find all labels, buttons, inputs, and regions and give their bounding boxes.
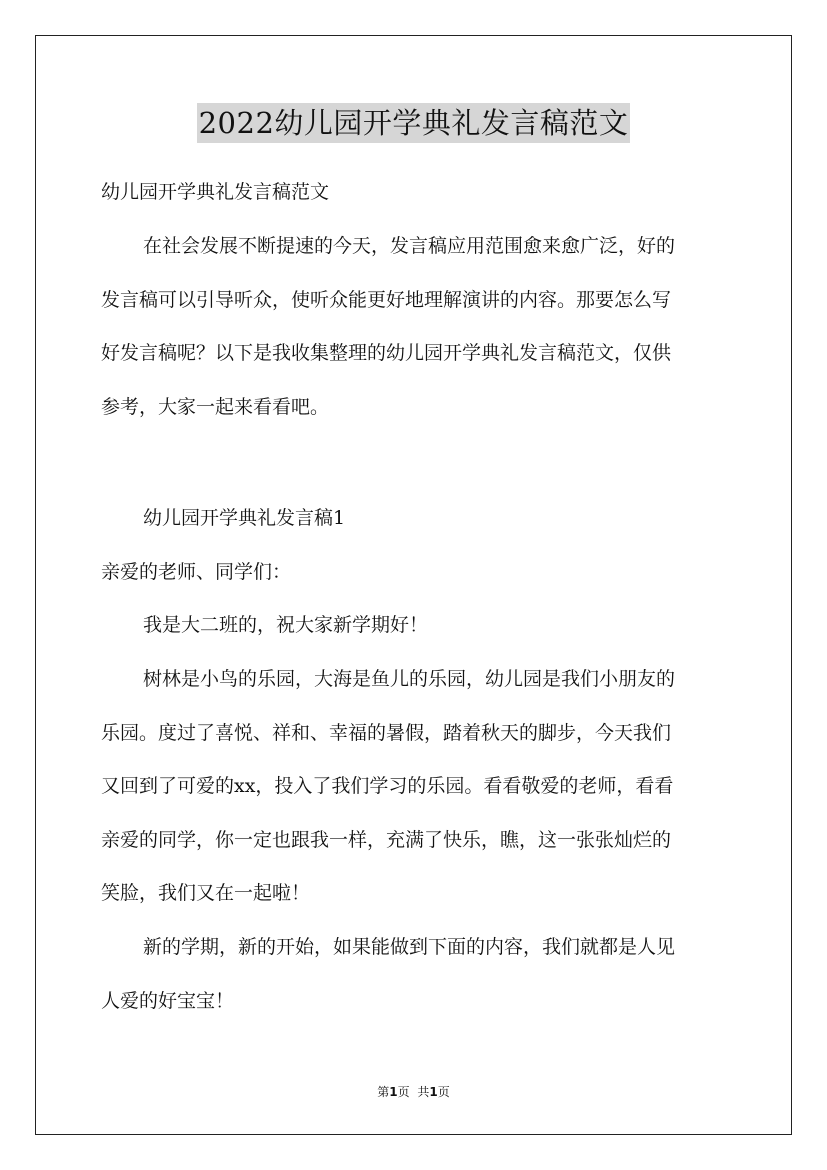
paragraph-line: 参考，大家一起来看看吧。 — [101, 395, 330, 418]
paragraph-line: 人爱的好宝宝！ — [101, 989, 235, 1012]
section-heading: 幼儿园开学典礼发言稿1 — [143, 507, 346, 529]
section-block — [101, 492, 729, 653]
salutation: 亲爱的老师、同学们： — [101, 560, 292, 583]
paragraph-line: 发言稿可以引导听众，使听众能更好地理解演讲的内容。那要怎么写 — [101, 288, 672, 311]
page-label: 页 — [397, 1085, 410, 1099]
paragraph-line: 好发言稿呢？以下是我收集整理的幼儿园开学典礼发言稿范文，仅供 — [101, 342, 672, 364]
body-paragraph-3 — [101, 921, 729, 1028]
paragraph-line: 乐园。度过了喜悦、祥和、幸福的暑假，踏着秋天的脚步，今天我们 — [101, 721, 672, 744]
title-container — [0, 103, 827, 143]
page-number: 1 — [389, 1085, 398, 1099]
paragraph-line: 在社会发展不断提速的今天，发言稿应用范围愈来愈广泛，好的 — [143, 235, 676, 257]
total-label: 共 — [417, 1085, 430, 1099]
paragraph-line: 亲爱的同学，你一定也跟我一样，充满了快乐，瞧，这一张张灿烂的 — [101, 828, 672, 851]
intro-paragraph — [101, 220, 729, 434]
body-paragraph-2 — [101, 653, 729, 921]
paragraph-line: 新的学期，新的开始，如果能做到下面的内容，我们就都是人见 — [143, 936, 676, 958]
total-pages: 1 — [429, 1085, 438, 1099]
document-subtitle: 幼儿园开学典礼发言稿范文 — [101, 181, 330, 203]
document-title: 2022幼儿园开学典礼发言稿范文 — [197, 103, 631, 143]
paragraph-line: 笑脸，我们又在一起啦！ — [101, 882, 311, 904]
greeting: 我是大二班的，祝大家新学期好！ — [143, 614, 429, 636]
paragraph-line: 又回到了可爱的xx，投入了我们学习的乐园。看看敬爱的老师，看看 — [101, 775, 674, 797]
page-label: 第 — [377, 1085, 390, 1099]
total-label: 页 — [437, 1085, 450, 1099]
paragraph-line: 树林是小鸟的乐园，大海是鱼儿的乐园，幼儿园是我们小朋友的 — [143, 668, 676, 690]
subtitle-block — [101, 166, 729, 220]
page-footer — [0, 1083, 827, 1100]
